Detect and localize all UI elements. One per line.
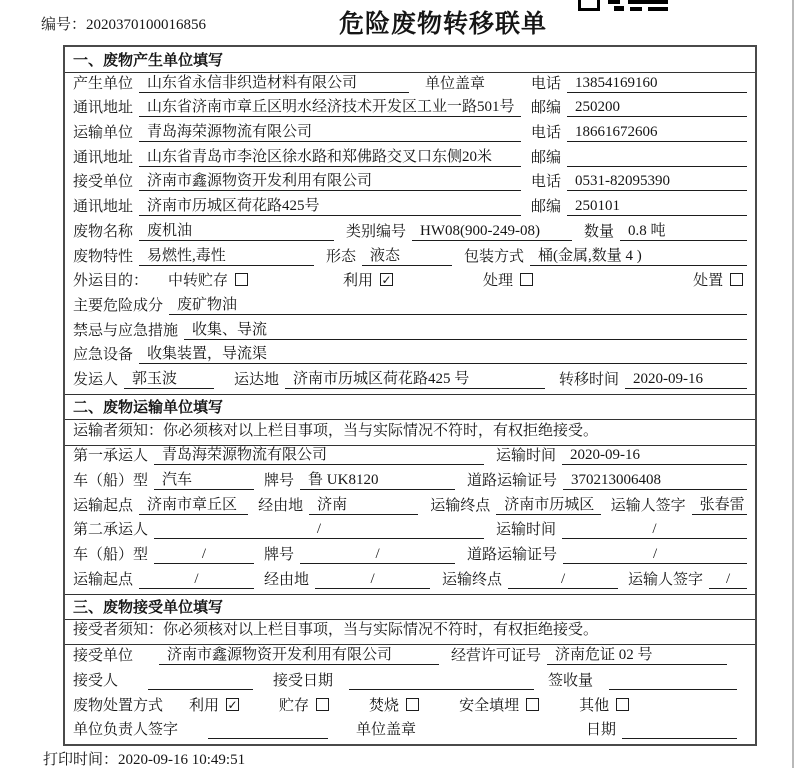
- purpose-treat-label: 处理: [483, 273, 514, 290]
- license-field: 济南危证 02 号: [547, 643, 727, 665]
- disposal-landfill-label: 安全填埋: [459, 697, 520, 714]
- second-carrier-label: 第二承运人: [73, 522, 149, 539]
- producer-seal-label: 单位盖章: [425, 75, 486, 92]
- route1-start-label: 运输起点: [73, 497, 134, 514]
- transporter-name-field: 青岛海荣源物流有限公司: [139, 120, 521, 142]
- route2-sign-label: 运输人签字: [628, 571, 704, 588]
- print-time: [43, 748, 245, 769]
- license-label: 经营许可证号: [451, 648, 542, 665]
- transporter-row: [65, 122, 755, 147]
- plate1-label: 牌号: [264, 473, 295, 489]
- producer-address-field: 山东省济南市章丘区明水经济技术开发区工业一路501号: [139, 95, 521, 117]
- vehicle-type1-label: 车（船）型: [73, 473, 149, 489]
- emergency-equipment-label: 应急设备: [73, 347, 134, 364]
- receiving-date-label: 接受日期: [273, 672, 334, 689]
- sign-date-label: 日期: [585, 722, 616, 739]
- transporter-label: 运输单位: [73, 125, 134, 142]
- producer-zip-label: 邮编: [530, 100, 561, 117]
- producer-phone-label: 电话: [530, 75, 561, 92]
- route2-start-field: /: [139, 571, 254, 589]
- vehicle2-row: [65, 544, 755, 569]
- receiving-date-field: [349, 689, 534, 690]
- section2-heading: 二、废物运输单位填写: [65, 394, 755, 420]
- transporter-address-field: 山东省青岛市李沧区徐水路和郑佛路交叉口东侧20米: [139, 145, 521, 167]
- responsible-sign-row: [65, 720, 755, 745]
- first-carrier-field: 青岛海荣源物流有限公司: [154, 443, 484, 465]
- disposal-method-row: [65, 695, 755, 720]
- taboo-measures-row: [65, 320, 755, 345]
- serial-label: 编号：: [41, 17, 87, 33]
- road-permit1-label: 道路运输证号: [467, 473, 558, 489]
- second-carrier-field: /: [154, 521, 484, 539]
- receiver-name-field: 济南市鑫源物资开发利用有限公司: [139, 169, 521, 191]
- purpose-storage-label: 中转贮存: [168, 273, 229, 290]
- purpose-option-dispose: [693, 269, 743, 290]
- purpose-utilize-checkbox: ✓: [381, 273, 392, 288]
- plate2-label: 牌号: [264, 547, 295, 564]
- unit-seal-label: 单位盖章: [356, 722, 417, 739]
- print-time-label: 打印时间：: [43, 752, 119, 768]
- print-time-value: 2020-09-16 10:49:51: [118, 752, 246, 768]
- manifest-form: [63, 45, 757, 746]
- route1-row: [65, 495, 755, 520]
- route1-start-field: 济南市章丘区: [139, 493, 248, 515]
- waste-property-label: 废物特性: [73, 248, 134, 265]
- vehicle-type1-field: 汽车: [154, 468, 254, 490]
- transport-time2-field: /: [562, 521, 747, 539]
- taboo-measures-label: 禁忌与应急措施: [73, 322, 179, 339]
- section3-heading: 三、废物接受单位填写: [65, 594, 755, 620]
- receiver-notice-text: 接受者须知：你必须核对以上栏目事项，当与实际情况不符时，有权拒绝接受。: [73, 622, 599, 639]
- producer-name-field: 山东省永信非织造材料有限公司: [139, 71, 409, 93]
- road-permit2-label: 道路运输证号: [467, 547, 558, 564]
- waste-quantity-label: 数量: [584, 223, 615, 240]
- transfer-time-label: 转移时间: [559, 371, 620, 388]
- producer-label: 产生单位: [73, 75, 134, 92]
- transporter-address-row: [65, 147, 755, 172]
- waste-name-label: 废物名称: [73, 223, 134, 240]
- disposal-utilize-label: 利用: [189, 697, 220, 714]
- receiving-unit-field: 济南市鑫源物资开发利用有限公司: [159, 643, 439, 665]
- disposal-incinerate-checkbox: [406, 698, 419, 711]
- waste-name-field: 废机油: [139, 219, 334, 241]
- receiver-address-row: [65, 196, 755, 221]
- emergency-equipment-row: [65, 345, 755, 370]
- received-quantity-label: 签收量: [548, 672, 594, 689]
- route1-end-field: 济南市历城区: [496, 493, 600, 515]
- waste-category-label: 类别编号: [346, 223, 407, 240]
- road-permit2-field: /: [563, 546, 747, 564]
- transport-time2-label: 运输时间: [496, 522, 557, 539]
- packing-method-label: 包装方式: [464, 248, 525, 265]
- receiving-person-label: 接受人: [73, 672, 119, 689]
- disposal-utilize-checkbox: ✓: [227, 697, 238, 712]
- dispatcher-label: 发运人: [73, 371, 119, 388]
- disposal-incinerate-label: 焚烧: [369, 697, 400, 714]
- vehicle-type2-label: 车（船）型: [73, 547, 149, 564]
- receiver-zip-field: 250101: [567, 198, 747, 216]
- sign-date-field: [622, 738, 737, 739]
- disposal-option-utilize: [189, 694, 239, 715]
- route1-via-label: 经由地: [258, 497, 304, 514]
- section1-heading: 一、废物产生单位填写: [65, 47, 755, 73]
- serial-value: 2020370100016856: [86, 17, 207, 33]
- transporter-phone-field: 18661672606: [567, 124, 747, 142]
- receiving-person-row: [65, 670, 755, 695]
- purpose-storage-checkbox: [235, 273, 248, 286]
- transfer-time-field: 2020-09-16: [625, 371, 747, 389]
- disposal-other-checkbox: [616, 698, 629, 711]
- route2-end-field: /: [508, 571, 618, 589]
- road-permit1-field: 370213006408: [563, 472, 747, 490]
- transporter-phone-label: 电话: [530, 125, 561, 142]
- waste-category-field: HW08(900-249-08): [412, 223, 572, 241]
- receiving-unit-row: [65, 645, 755, 670]
- responsible-sign-label: 单位负责人签字: [73, 722, 179, 739]
- route2-end-label: 运输终点: [442, 571, 503, 588]
- waste-form-field: 液态: [362, 244, 452, 266]
- disposal-option-incinerate: [369, 694, 419, 715]
- route2-via-label: 经由地: [264, 571, 310, 588]
- plate2-field: /: [300, 546, 455, 564]
- route1-sign-field: 张春雷: [692, 493, 747, 515]
- hazard-component-row: [65, 295, 755, 320]
- disposal-other-label: 其他: [579, 697, 610, 714]
- receiving-unit-label: 接受单位: [73, 648, 134, 665]
- disposal-store-label: 贮存: [279, 697, 310, 714]
- emergency-equipment-field: 收集装置，导流渠: [139, 342, 747, 364]
- receiver-phone-label: 电话: [530, 174, 561, 191]
- waste-name-row: [65, 221, 755, 246]
- plate1-field: 鲁 UK8120: [300, 468, 455, 490]
- purpose-option-treat: [483, 269, 533, 290]
- route2-sign-field: /: [709, 571, 747, 589]
- responsible-sign-field: [208, 738, 328, 739]
- page-right-edge: [792, 0, 794, 768]
- disposal-option-landfill: [459, 694, 539, 715]
- purpose-dispose-label: 处置: [693, 273, 724, 290]
- receiver-address-field: 济南市历城区荷花路425号: [139, 194, 521, 216]
- transport-time1-label: 运输时间: [496, 448, 557, 465]
- receiver-notice-row: [65, 620, 755, 646]
- producer-address-label: 通讯地址: [73, 100, 134, 117]
- dispatcher-row: [65, 369, 755, 394]
- transporter-notice-row: [65, 420, 755, 446]
- transfer-purpose-label: 外运目的：: [73, 273, 149, 290]
- route2-via-field: /: [315, 571, 430, 589]
- transporter-notice-text: 运输者须知：你必须核对以上栏目事项，当与实际情况不符时，有权拒绝接受。: [73, 422, 599, 439]
- vehicle1-row: [65, 470, 755, 495]
- packing-method-field: 桶(金属,数量 4 ): [530, 244, 747, 266]
- transport-time1-field: 2020-09-16: [562, 447, 747, 465]
- purpose-dispose-checkbox: [730, 273, 743, 286]
- disposal-store-checkbox: [316, 698, 329, 711]
- vehicle-type2-field: /: [154, 546, 254, 564]
- transporter-zip-label: 邮编: [530, 149, 561, 166]
- transfer-purpose-row: [65, 271, 755, 296]
- page-title: 危险废物转移联单: [338, 10, 547, 38]
- disposal-landfill-checkbox: [526, 698, 539, 711]
- receiver-zip-label: 邮编: [530, 199, 561, 216]
- producer-row: [65, 73, 755, 98]
- taboo-measures-field: 收集、导流: [184, 318, 747, 340]
- purpose-option-utilize: [343, 269, 393, 290]
- second-carrier-row: [65, 520, 755, 545]
- waste-property-field: 易燃性,毒性: [139, 244, 314, 266]
- first-carrier-label: 第一承运人: [73, 448, 149, 465]
- dispatcher-name-field: 郭玉波: [124, 367, 214, 389]
- waste-quantity-field: 0.8 吨: [620, 219, 747, 241]
- waste-form-label: 形态: [326, 248, 357, 265]
- producer-phone-field: 13854169160: [567, 75, 747, 93]
- receiver-label: 接受单位: [73, 174, 134, 191]
- disposal-option-store: [279, 694, 329, 715]
- transporter-address-label: 通讯地址: [73, 149, 134, 166]
- receiving-person-field: [148, 689, 253, 690]
- purpose-utilize-label: 利用: [343, 273, 374, 290]
- hazard-component-field: 废矿物油: [169, 293, 747, 315]
- hazard-component-label: 主要危险成分: [73, 297, 164, 314]
- producer-address-row: [65, 98, 755, 123]
- disposal-method-label: 废物处置方式: [73, 697, 164, 714]
- producer-zip-field: 250200: [567, 99, 747, 117]
- route2-start-label: 运输起点: [73, 571, 134, 588]
- first-carrier-row: [65, 446, 755, 471]
- purpose-treat-checkbox: [520, 273, 533, 286]
- destination-label: 运达地: [234, 371, 280, 388]
- waste-property-row: [65, 246, 755, 271]
- destination-field: 济南市历城区荷花路425 号: [285, 367, 545, 389]
- route1-via-field: 济南: [309, 493, 418, 515]
- transporter-zip-field: [567, 166, 747, 167]
- receiver-row: [65, 172, 755, 197]
- route1-end-label: 运输终点: [430, 497, 491, 514]
- qr-code-fragment: [578, 0, 668, 11]
- route1-sign-label: 运输人签字: [610, 497, 686, 514]
- purpose-option-storage: [168, 269, 248, 290]
- route2-row: [65, 569, 755, 594]
- receiver-phone-field: 0531-82095390: [567, 173, 747, 191]
- received-quantity-field: [609, 689, 737, 690]
- receiver-address-label: 通讯地址: [73, 199, 134, 216]
- disposal-option-other: [579, 694, 629, 715]
